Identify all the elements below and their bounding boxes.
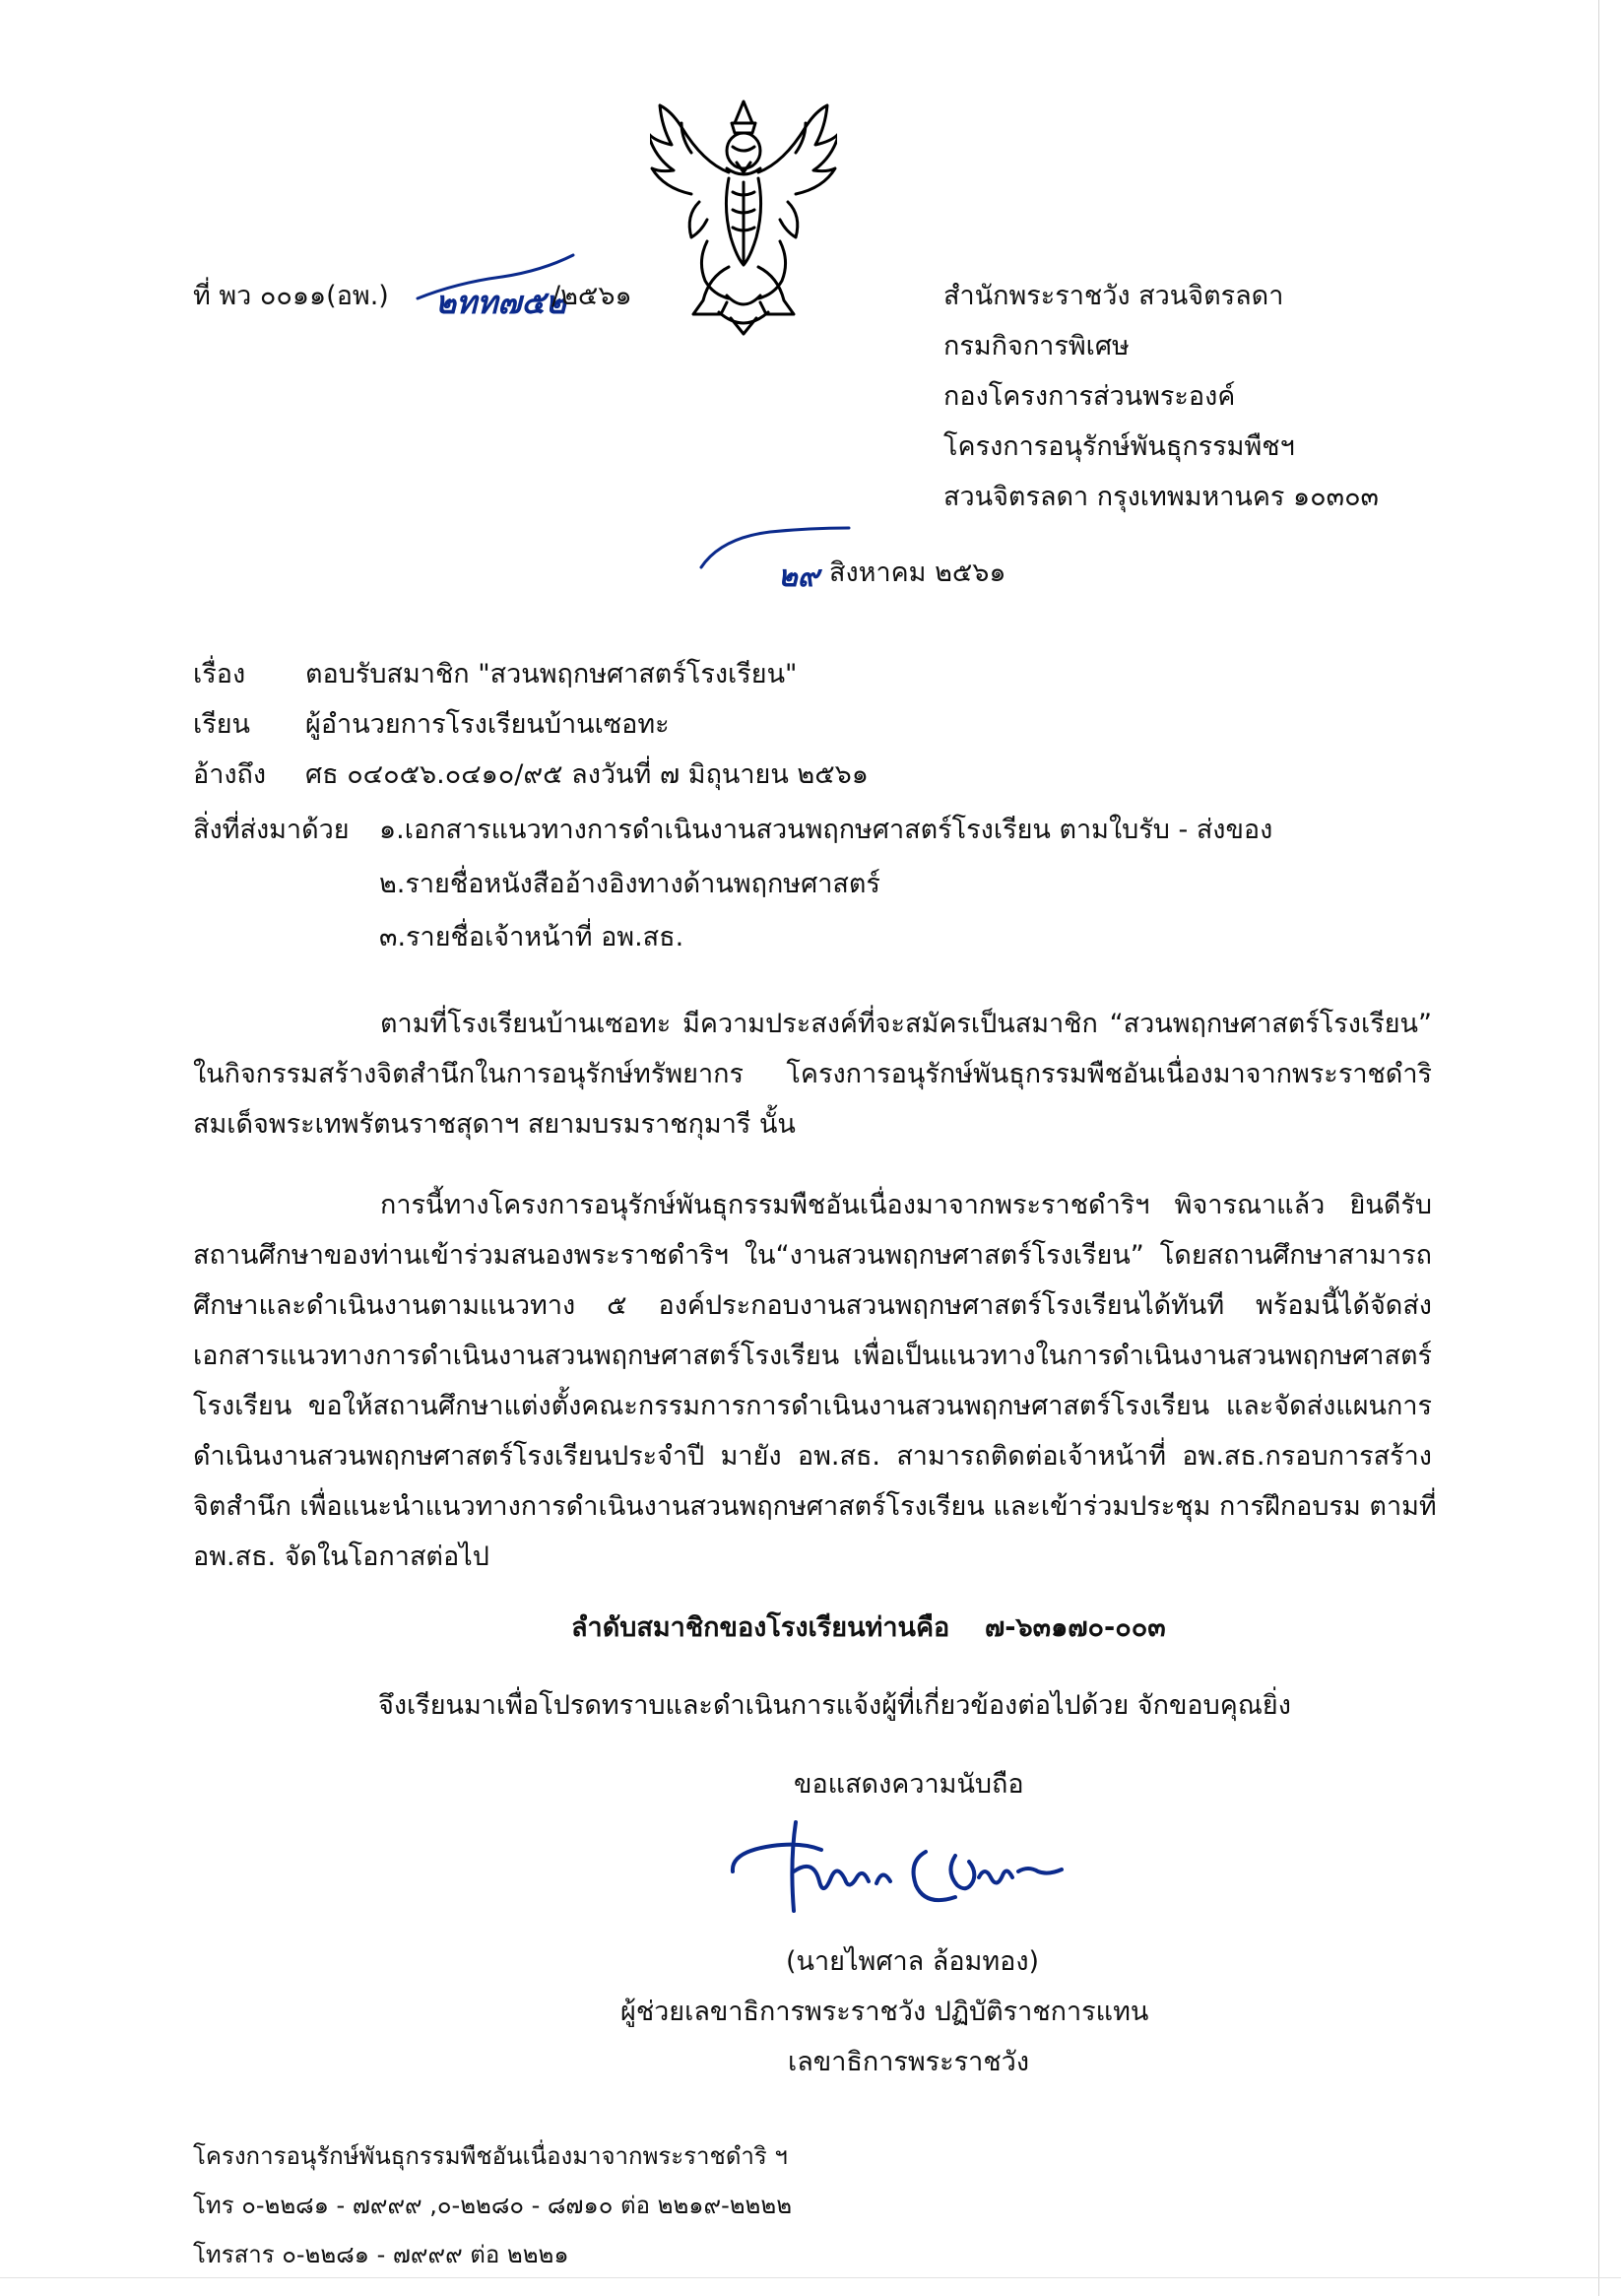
footer-phone: โทร ๐-๒๒๘๑ - ๗๙๙๙ ,๐-๒๒๘๐ - ๘๗๑๐ ต่อ ๒๒๑๙-๒๒๒๒	[193, 2192, 793, 2219]
reference-value: ศธ ๐๔๐๕๖.๐๔๑๐/๙๕ ลงวันที่ ๗ มิถุนายน ๒๕๖๑	[305, 759, 869, 790]
page-edge-right	[1598, 0, 1599, 2296]
sender-address-line-1: สำนักพระราชวัง สวนจิตรลดา	[943, 281, 1284, 311]
paragraph-1-line-2: ในกิจกรรมสร้างจิตสำนึกในการอนุรักษ์ทรัพยากร โครงการอนุรักษ์พันธุกรรมพืชอันเนื่องมาจากพระราชดำริ	[193, 1059, 1432, 1089]
sender-address-line-2: กรมกิจการพิเศษ	[943, 331, 1130, 361]
body-paragraph-2	[193, 1180, 1437, 1582]
paragraph-2-line-3: ศึกษาและดำเนินงานตามแนวทาง ๕ องค์ประกอบงานสวนพฤกษศาสตร์โรงเรียนได้ทันที พร้อมนี้ได้จัดส่ง	[193, 1290, 1432, 1321]
closing-request: จึงเรียนมาเพื่อโปรดทราบและดำเนินการแจ้งผู้ที่เกี่ยวข้องต่อไปด้วย จักขอบคุณยิ่ง	[378, 1690, 1291, 1721]
paragraph-2-line-8: อพ.สธ. จัดในโอกาสต่อไป	[193, 1542, 489, 1572]
signer-name: (นายไพศาล ล้อมทอง)	[786, 1946, 1040, 1977]
salutation: ขอแสดงความนับถือ	[794, 1769, 1024, 1800]
paragraph-1-line-3: สมเด็จพระเทพรัตนราชสุดาฯ สยามบรมราชกุมารี นั้น	[193, 1109, 796, 1140]
paragraph-2-line-4: เอกสารแนวทางการดำเนินงานสวนพฤกษศาสตร์โรงเรียน เพื่อเป็นแนวทางในการดำเนินงานสวนพฤกษศาสตร์	[193, 1341, 1432, 1371]
document-number-handwritten: ๒ทท๗๕๒	[435, 284, 566, 321]
date-month-year: สิงหาคม ๒๕๖๑	[829, 558, 1006, 588]
member-number-label: ลำดับสมาชิกของโรงเรียนท่านคือ	[571, 1612, 950, 1643]
body-paragraph-1	[193, 999, 1432, 1149]
document-number-prefix: ที่ พว ๐๐๑๑(อพ.)	[193, 281, 389, 311]
paragraph-2-line-7: จิตสำนึก เพื่อแนะนำแนวทางการดำเนินงานสวนพฤกษศาสตร์โรงเรียน และเข้าร่วมประชุม การฝึกอบรม ตามที่	[193, 1491, 1437, 1522]
signer-position-line-1: ผู้ช่วยเลขาธิการพระราชวัง ปฏิบัติราชการแทน	[620, 1997, 1149, 2027]
reference-label: อ้างถึง	[193, 759, 267, 790]
page-edge-bottom	[0, 2277, 1621, 2278]
sender-address-line-4: โครงการอนุรักษ์พันธุกรรมพืชฯ	[943, 431, 1295, 462]
paragraph-2-line-5: โรงเรียน ขอให้สถานศึกษาแต่งตั้งคณะกรรมการการดำเนินงานสวนพฤกษศาสตร์โรงเรียน และจัดส่งแผนการ	[193, 1391, 1432, 1421]
sender-address-line-5: สวนจิตรลดา กรุงเทพมหานคร ๑๐๓๐๓	[943, 482, 1380, 512]
document-number-suffix: /๒๕๖๑	[551, 281, 632, 311]
to-label: เรียน	[193, 709, 251, 740]
date-day-handwritten: ๒๙	[778, 559, 819, 594]
footer-fax: โทรสาร ๐-๒๒๘๑ - ๗๙๙๙ ต่อ ๒๒๒๑	[193, 2241, 569, 2268]
garuda-emblem-icon	[650, 94, 837, 340]
signer-position-line-2: เลขาธิการพระราชวัง	[788, 2047, 1030, 2077]
to-value: ผู้อำนวยการโรงเรียนบ้านเซอทะ	[305, 709, 670, 740]
footer-organization: โครงการอนุรักษ์พันธุกรรมพืชอันเนื่องมาจากพระราชดำริ ฯ	[193, 2142, 788, 2170]
member-number-value: ๗-๖๓๑๗๐-๐๐๓	[985, 1612, 1166, 1643]
paragraph-2-line-1: การนี้ทางโครงการอนุรักษ์พันธุกรรมพืชอันเนื่องมาจากพระราชดำริฯ พิจารณาแล้ว ยินดีรับ	[380, 1190, 1432, 1220]
sender-address-line-3: กองโครงการส่วนพระองค์	[943, 381, 1236, 412]
enclosure-label: สิ่งที่ส่งมาด้วย	[193, 815, 350, 845]
enclosure-item-3: ๓.รายชื่อเจ้าหน้าที่ อพ.สธ.	[379, 922, 684, 952]
enclosure-item-1: ๑.เอกสารแนวทางการดำเนินงานสวนพฤกษศาสตร์โรงเรียน ตามใบรับ - ส่งของ	[379, 815, 1273, 845]
paragraph-1-line-1: ตามที่โรงเรียนบ้านเซอทะ มีความประสงค์ที่จะสมัครเป็นสมาชิก “สวนพฤกษศาสตร์โรงเรียน”	[380, 1009, 1432, 1039]
handwritten-signature	[729, 1812, 1123, 1921]
subject-value: ตอบรับสมาชิก "สวนพฤกษศาสตร์โรงเรียน"	[305, 659, 798, 689]
subject-label: เรื่อง	[193, 659, 246, 689]
enclosure-item-2: ๒.รายชื่อหนังสืออ้างอิงทางด้านพฤกษศาสตร์	[379, 869, 880, 899]
paragraph-2-line-6: ดำเนินงานสวนพฤกษศาสตร์โรงเรียนประจำปี มายัง อพ.สธ. สามารถติดต่อเจ้าหน้าที่ อพ.สธ.กรอบการสร้าง	[193, 1441, 1432, 1472]
paragraph-2-line-2: สถานศึกษาของท่านเข้าร่วมสนองพระราชดำริฯ ใน“งานสวนพฤกษศาสตร์โรงเรียน” โดยสถานศึกษาสามารถ	[193, 1240, 1432, 1271]
